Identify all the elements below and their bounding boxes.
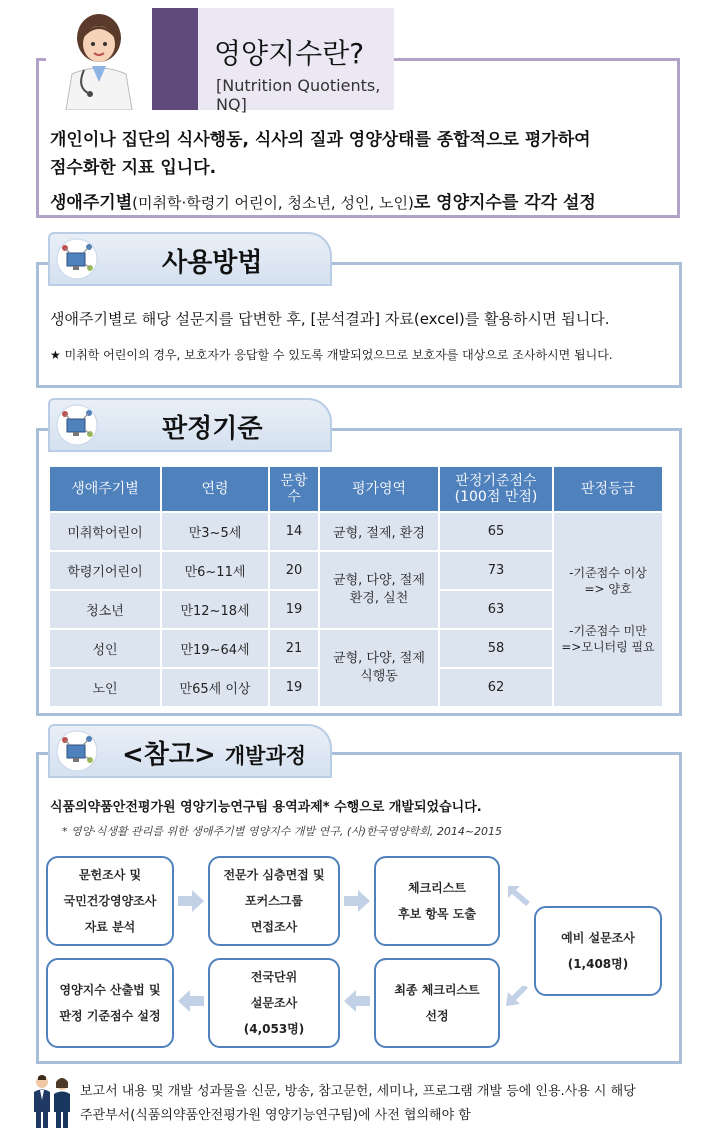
arrow-right-icon bbox=[344, 890, 370, 912]
computer-network-icon bbox=[56, 238, 98, 280]
cell-age: 만65세 이상 bbox=[162, 669, 268, 708]
cell-items: 19 bbox=[270, 669, 318, 708]
header-items: 문항 수 bbox=[270, 467, 318, 513]
step-line: (1,408명) bbox=[567, 957, 629, 971]
cell-area: 균형, 절제, 환경 bbox=[320, 513, 438, 552]
cell-grade bbox=[554, 513, 662, 708]
usage-note: ★ 미취학 어린이의 경우, 보호자가 응답할 수 있도록 개발되었으므로 보호자를 대상으로 조사하시면 됩니다. bbox=[50, 348, 613, 362]
step-expert-interview bbox=[208, 856, 340, 946]
grade-monitor-text: -기준점수 미만 =>모니터링 필요 bbox=[561, 623, 655, 654]
cell-age: 만6~11세 bbox=[162, 552, 268, 591]
grade-monitor bbox=[554, 623, 662, 655]
cell-score: 58 bbox=[440, 630, 552, 669]
step-line: 문헌조사 및 bbox=[78, 868, 142, 882]
nq-header bbox=[46, 8, 394, 114]
step-line: 전국단위 bbox=[250, 970, 298, 984]
cell-group: 성인 bbox=[50, 630, 160, 669]
arrow-left-icon bbox=[344, 990, 370, 1012]
arrow-down-left-icon bbox=[504, 986, 530, 1008]
nq-definition-line1: 개인이나 집단의 식사행동, 식사의 질과 영양상태를 종합적으로 평가하여 bbox=[50, 130, 591, 150]
cell-items: 20 bbox=[270, 552, 318, 591]
arrow-down-right-icon bbox=[506, 884, 532, 906]
cell-group: 학령기어린이 bbox=[50, 552, 160, 591]
copyright-line1: 보고서 내용 및 개발 성과물을 신문, 방송, 참고문헌, 세미나, 프로그램 개발 등에 인용.사용 시 해당 bbox=[80, 1084, 636, 1099]
cell-area: 균형, 다양, 절제 환경, 실천 bbox=[320, 552, 438, 630]
header-score: 판정기준점수 (100점 만점) bbox=[440, 467, 552, 513]
people-icon bbox=[28, 1074, 76, 1128]
step-line: 판정 기준점수 설정 bbox=[59, 1009, 161, 1023]
cell-items: 21 bbox=[270, 630, 318, 669]
cell-age: 만12~18세 bbox=[162, 591, 268, 630]
step-line: 후보 항목 도출 bbox=[398, 907, 476, 921]
header-accent-bar bbox=[152, 8, 198, 110]
criteria-table bbox=[48, 467, 664, 708]
reference-title bbox=[122, 734, 306, 771]
cell-score: 63 bbox=[440, 591, 552, 630]
criteria-title: 판정기준 bbox=[162, 414, 263, 444]
step-pilot-survey bbox=[534, 906, 662, 996]
table-header-row bbox=[50, 467, 662, 513]
cell-items: 19 bbox=[270, 591, 318, 630]
reference-title-b: 개발과정 bbox=[224, 744, 307, 768]
cell-age: 만3~5세 bbox=[162, 513, 268, 552]
step-line: 전문가 심층면접 및 bbox=[223, 868, 325, 882]
header-age: 연령 bbox=[162, 467, 268, 513]
criteria-tab bbox=[48, 398, 332, 452]
usage-tab bbox=[48, 232, 332, 286]
copyright-notice bbox=[80, 1080, 710, 1128]
cell-score: 65 bbox=[440, 513, 552, 552]
page-subtitle: [Nutrition Quotients, NQ] bbox=[216, 76, 381, 114]
step-line: 자료 분석 bbox=[84, 920, 136, 934]
step-checklist-candidates bbox=[374, 856, 500, 946]
cell-score: 73 bbox=[440, 552, 552, 591]
nq-lifecycle-a: 생애주기별 bbox=[50, 193, 133, 213]
reference-tab bbox=[48, 724, 332, 778]
nq-lifecycle-b: (미취학·학령기 어린이, 청소년, 성인, 노인) bbox=[132, 194, 414, 212]
arrow-right-icon bbox=[178, 890, 204, 912]
step-line: 예비 설문조사 bbox=[561, 931, 635, 945]
cell-items: 14 bbox=[270, 513, 318, 552]
step-line: 면접조사 bbox=[250, 920, 298, 934]
step-line: 설문조사 bbox=[250, 996, 298, 1010]
step-line: (4,053명) bbox=[243, 1022, 305, 1036]
step-line: 국민건강영양조사 bbox=[63, 894, 157, 908]
page-title: 영양지수란? bbox=[214, 37, 365, 70]
cell-group: 미취학어린이 bbox=[50, 513, 160, 552]
header-grade: 판정등급 bbox=[554, 467, 662, 513]
header-group: 생애주기별 bbox=[50, 467, 160, 513]
step-literature-review bbox=[46, 856, 174, 946]
cell-group: 청소년 bbox=[50, 591, 160, 630]
cell-score: 62 bbox=[440, 669, 552, 708]
step-line: 선정 bbox=[425, 1009, 449, 1023]
cell-group: 노인 bbox=[50, 669, 160, 708]
grade-good-text: -기준점수 이상 => 양호 bbox=[569, 565, 647, 596]
nq-lifecycle-c: 로 영양지수를 각각 설정 bbox=[413, 193, 596, 213]
cell-area: 균형, 다양, 절제 식행동 bbox=[320, 630, 438, 708]
doctor-avatar-icon bbox=[46, 8, 152, 110]
table-row bbox=[50, 513, 662, 552]
computer-network-icon bbox=[56, 730, 98, 772]
step-line: 최종 체크리스트 bbox=[394, 983, 480, 997]
step-line: 영양지수 산출법 및 bbox=[59, 983, 161, 997]
usage-instruction: 생애주기별로 해당 설문지를 답변한 후, [분석결과] 자료(excel)를 활용하시면 됩니다. bbox=[50, 310, 610, 328]
reference-description: 식품의약품안전평가원 영양기능연구팀 용역과제* 수행으로 개발되었습니다. bbox=[50, 800, 482, 815]
copyright-line2: 주관부서(식품의약품안전평가원 영양기능연구팀)에 사전 협의해야 함 bbox=[80, 1108, 471, 1123]
step-national-survey bbox=[208, 958, 340, 1048]
step-line: 체크리스트 bbox=[408, 881, 466, 895]
arrow-left-icon bbox=[178, 990, 204, 1012]
grade-good bbox=[554, 565, 662, 597]
header-area: 평가영역 bbox=[320, 467, 438, 513]
step-final-checklist bbox=[374, 958, 500, 1048]
nq-lifecycle-line bbox=[50, 188, 596, 213]
step-line: 포커스그룹 bbox=[245, 894, 303, 908]
reference-footnote: * 영양·식생활 관리를 위한 생애주기별 영양지수 개발 연구, (사)한국영양학회, 2014~2015 bbox=[62, 825, 503, 838]
step-scoring-method bbox=[46, 958, 174, 1048]
usage-title: 사용방법 bbox=[162, 248, 263, 278]
reference-title-a: <참고> bbox=[122, 740, 216, 770]
nq-definition bbox=[50, 126, 680, 182]
cell-age: 만19~64세 bbox=[162, 630, 268, 669]
computer-network-icon bbox=[56, 404, 98, 446]
nq-definition-line2: 점수화한 지표 입니다. bbox=[50, 158, 217, 178]
